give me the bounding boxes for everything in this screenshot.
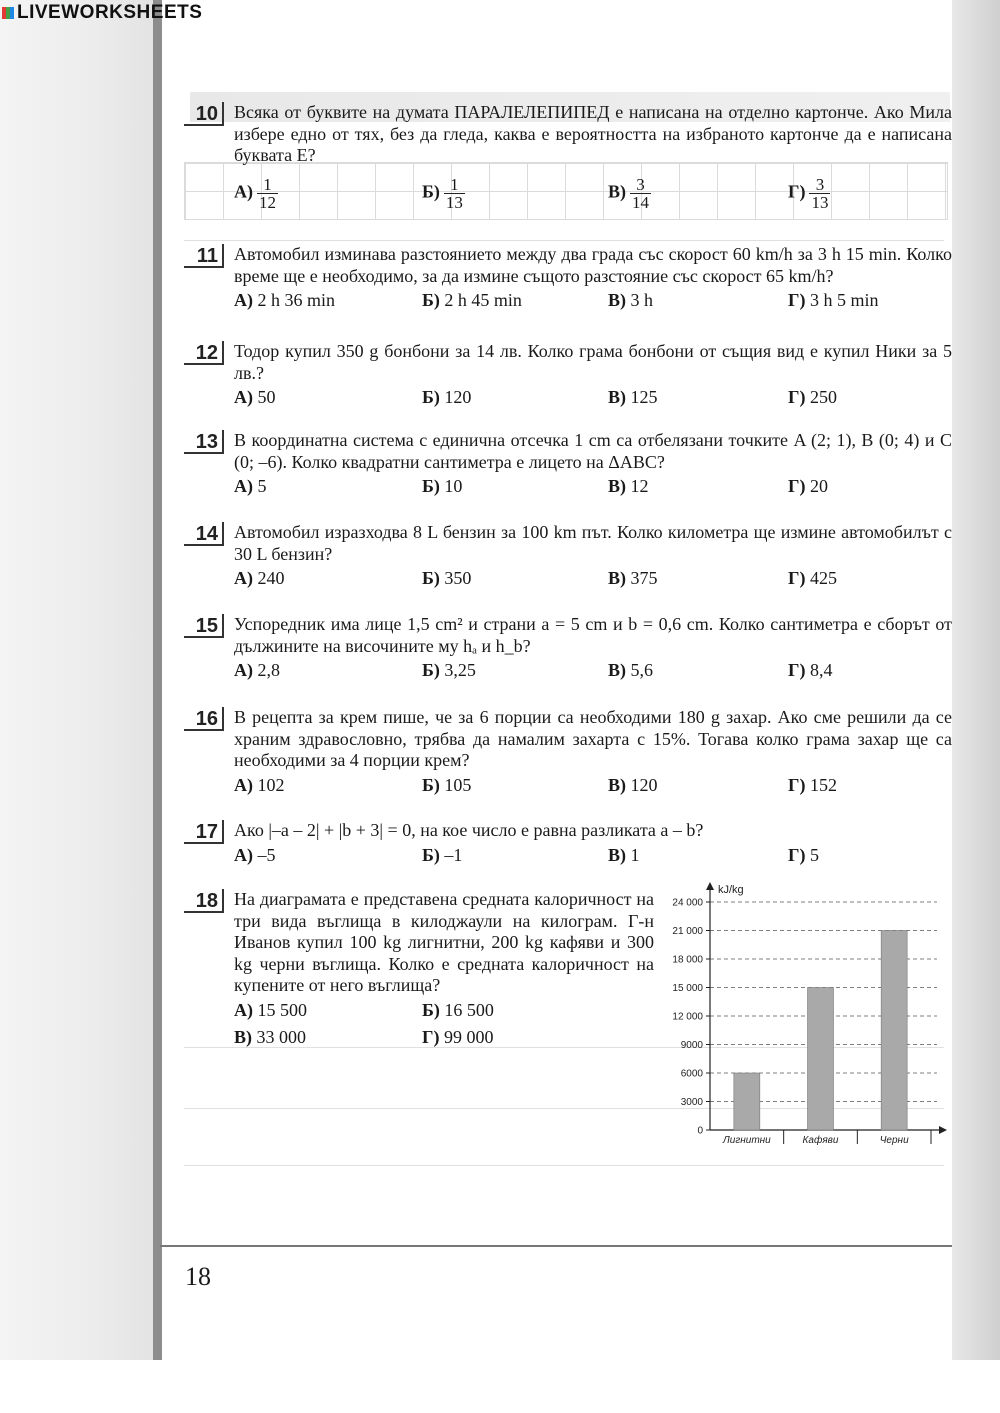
answer-option-a[interactable]: А) 50 — [234, 387, 276, 407]
answer-option-c[interactable]: В) 120 — [608, 774, 658, 795]
answer-option-b[interactable]: Б) 3,25 — [422, 660, 476, 680]
question-18 — [184, 889, 654, 1051]
question-text: В координатна система с единична отсечка 1 cm са отбелязани точките A (2; 1), B (0; 4) и C (0; –6). Колко квадратни сантиметра е лицето на ΔABC? — [234, 430, 952, 472]
question-text: В рецепта за крем пише, че за 6 порции са необходими 180 g захар. Ако сме решили да се храним здравословно, трябва да намалим захарта с 15%. Тогава колко грама захар ще са необходими за 4 порции крем? — [234, 707, 952, 770]
y-tick-label: 6000 — [680, 1068, 703, 1080]
calorific-value-bar-chart — [660, 880, 955, 1155]
question-number: 11 — [184, 244, 224, 268]
answer-option-d[interactable]: Г) 20 — [788, 476, 828, 496]
answer-options — [184, 843, 952, 869]
answer-option-d[interactable]: Г) 425 — [788, 568, 837, 588]
answer-option-b[interactable]: Б) 16 500 — [422, 999, 494, 1020]
question-number: 14 — [184, 522, 224, 546]
fraction: $\frac{3}{14}$ — [632, 174, 649, 212]
answer-options — [184, 474, 952, 500]
answer-option-a[interactable]: А) 102 — [234, 774, 285, 795]
answer-option-a[interactable]: А) 15 500 — [234, 999, 307, 1020]
question-number: 10 — [184, 102, 224, 126]
question-12 — [184, 341, 952, 411]
question-number: 18 — [184, 889, 224, 913]
question-text: Тодор купил 350 g бонбони за 14 лв. Колко грама бонбони от същия вид е купил Ники за 5 лв.? — [234, 341, 952, 383]
answer-option-b[interactable]: Б) –1 — [422, 844, 463, 865]
answer-option-b[interactable]: Б) 105 — [422, 774, 472, 795]
question-11 — [184, 244, 952, 314]
answer-option-d[interactable]: Г) 99 000 — [422, 1026, 494, 1047]
question-14 — [184, 522, 952, 592]
question-number: 13 — [184, 430, 224, 454]
answer-option-d[interactable]: Г) 250 — [788, 387, 837, 407]
question-text: Автомобил изразходва 8 L бензин за 100 km път. Колко километра ще измине автомобилът с 30 L бензин? — [234, 522, 952, 564]
watermark-text: LIVEWORKSHEETS — [17, 2, 203, 23]
y-tick-label: 18 000 — [672, 954, 703, 966]
question-number: 12 — [184, 341, 224, 365]
answer-option-d[interactable]: Г) 152 — [788, 774, 837, 795]
y-axis-label: kJ/kg — [718, 884, 744, 896]
answer-options — [184, 658, 952, 684]
answer-option-b[interactable]: Б) 350 — [422, 568, 472, 588]
answer-option-b[interactable]: Б) $\frac{1}{13}$ — [422, 174, 463, 212]
y-tick-label: 9000 — [680, 1040, 703, 1051]
answer-option-a[interactable]: А) 240 — [234, 568, 285, 588]
x-tick-label: Черни — [879, 1135, 909, 1146]
answer-option-a[interactable]: А) 2 h 36 min — [234, 290, 336, 310]
scan-bottom-margin — [0, 1360, 1000, 1413]
answer-option-c[interactable]: В) $\frac{3}{14}$ — [608, 174, 649, 212]
question-15 — [184, 614, 952, 684]
answer-option-a[interactable]: А) $\frac{1}{12}$ — [234, 174, 276, 212]
footer-rule — [160, 1245, 952, 1247]
answer-options — [184, 168, 952, 210]
question-text: Автомобил изминава разстоянието между два града със скорост 60 km/h за 3 h 15 min. Колко време ще е необходимо, за да измине същото разстояние със скорост 65 km/h? — [234, 244, 952, 286]
bar — [734, 1073, 760, 1130]
y-tick-label: 0 — [697, 1125, 703, 1137]
answer-option-b[interactable]: Б) 120 — [422, 387, 472, 407]
x-tick-label: Кафяви — [802, 1135, 839, 1146]
answer-option-a[interactable]: А) –5 — [234, 844, 276, 865]
answer-options — [184, 1025, 654, 1051]
answer-option-c[interactable]: В) 125 — [608, 387, 658, 407]
answer-option-d[interactable]: Г) $\frac{3}{13}$ — [788, 174, 829, 212]
page-number: 18 — [185, 1262, 211, 1291]
y-tick-label: 21 000 — [672, 926, 703, 937]
answer-option-d[interactable]: Г) 5 — [788, 844, 819, 865]
answer-options — [184, 566, 952, 592]
fraction: $\frac{1}{12}$ — [259, 174, 276, 212]
answer-option-b[interactable]: Б) 2 h 45 min — [422, 290, 522, 310]
question-text: Успоредник има лице 1,5 cm² и страни a = 5 cm и b = 0,6 cm. Колко сантиметра е сборът от дължините на височините му hₐ и h_b? — [234, 614, 952, 656]
question-text: Ако |–a – 2| + |b + 3| = 0, на кое число е равна разликата a – b? — [234, 820, 704, 840]
answer-option-c[interactable]: В) 3 h — [608, 290, 653, 310]
answer-option-d[interactable]: Г) 3 h 5 min — [788, 290, 879, 310]
answer-option-c[interactable]: В) 375 — [608, 568, 658, 588]
answer-options — [184, 773, 952, 799]
question-17 — [184, 820, 952, 869]
answer-options — [184, 288, 952, 314]
answer-option-c[interactable]: В) 12 — [608, 476, 649, 496]
question-text: На диаграмата е представена средната калоричност на три вида въглища в килоджаули на килограм. Г-н Иванов купил 100 kg лигнитни, 200 kg кафяви и 300 kg черни въглища. Колко е средната калоричност на купените от него въглища? — [234, 889, 654, 995]
y-tick-label: 12 000 — [672, 1011, 703, 1023]
answer-option-b[interactable]: Б) 10 — [422, 476, 463, 496]
x-tick-label: Лигнитни — [722, 1135, 771, 1146]
question-text: Всяка от буквите на думата ПАРАЛЕЛЕПИПЕД е написана на отделно картонче. Ако Мила избере едно от тях, без да гледа, каква е вероятността на избраното картонче да е написана буквата Е? — [234, 102, 952, 165]
answer-option-d[interactable]: Г) 8,4 — [788, 660, 833, 680]
question-number: 15 — [184, 614, 224, 638]
question-16 — [184, 707, 952, 799]
fraction: $\frac{3}{13}$ — [811, 174, 829, 212]
answer-option-c[interactable]: В) 5,6 — [608, 660, 653, 680]
question-13 — [184, 430, 952, 500]
bar — [808, 988, 834, 1131]
fraction: $\frac{1}{13}$ — [445, 174, 463, 212]
bar — [881, 931, 907, 1131]
y-tick-label: 24 000 — [672, 897, 703, 909]
x-axis-arrow-icon — [939, 1126, 947, 1134]
question-10 — [184, 102, 952, 210]
y-axis-arrow-icon — [706, 882, 714, 890]
question-number: 16 — [184, 707, 224, 731]
question-number: 17 — [184, 820, 224, 844]
y-tick-label: 3000 — [680, 1097, 703, 1108]
answer-option-a[interactable]: А) 2,8 — [234, 660, 280, 680]
answer-options — [184, 385, 952, 411]
answer-options — [184, 998, 654, 1024]
answer-option-a[interactable]: А) 5 — [234, 476, 267, 496]
y-tick-label: 15 000 — [672, 983, 703, 994]
answer-option-c[interactable]: В) 33 000 — [234, 1026, 306, 1047]
answer-option-c[interactable]: В) 1 — [608, 844, 640, 865]
